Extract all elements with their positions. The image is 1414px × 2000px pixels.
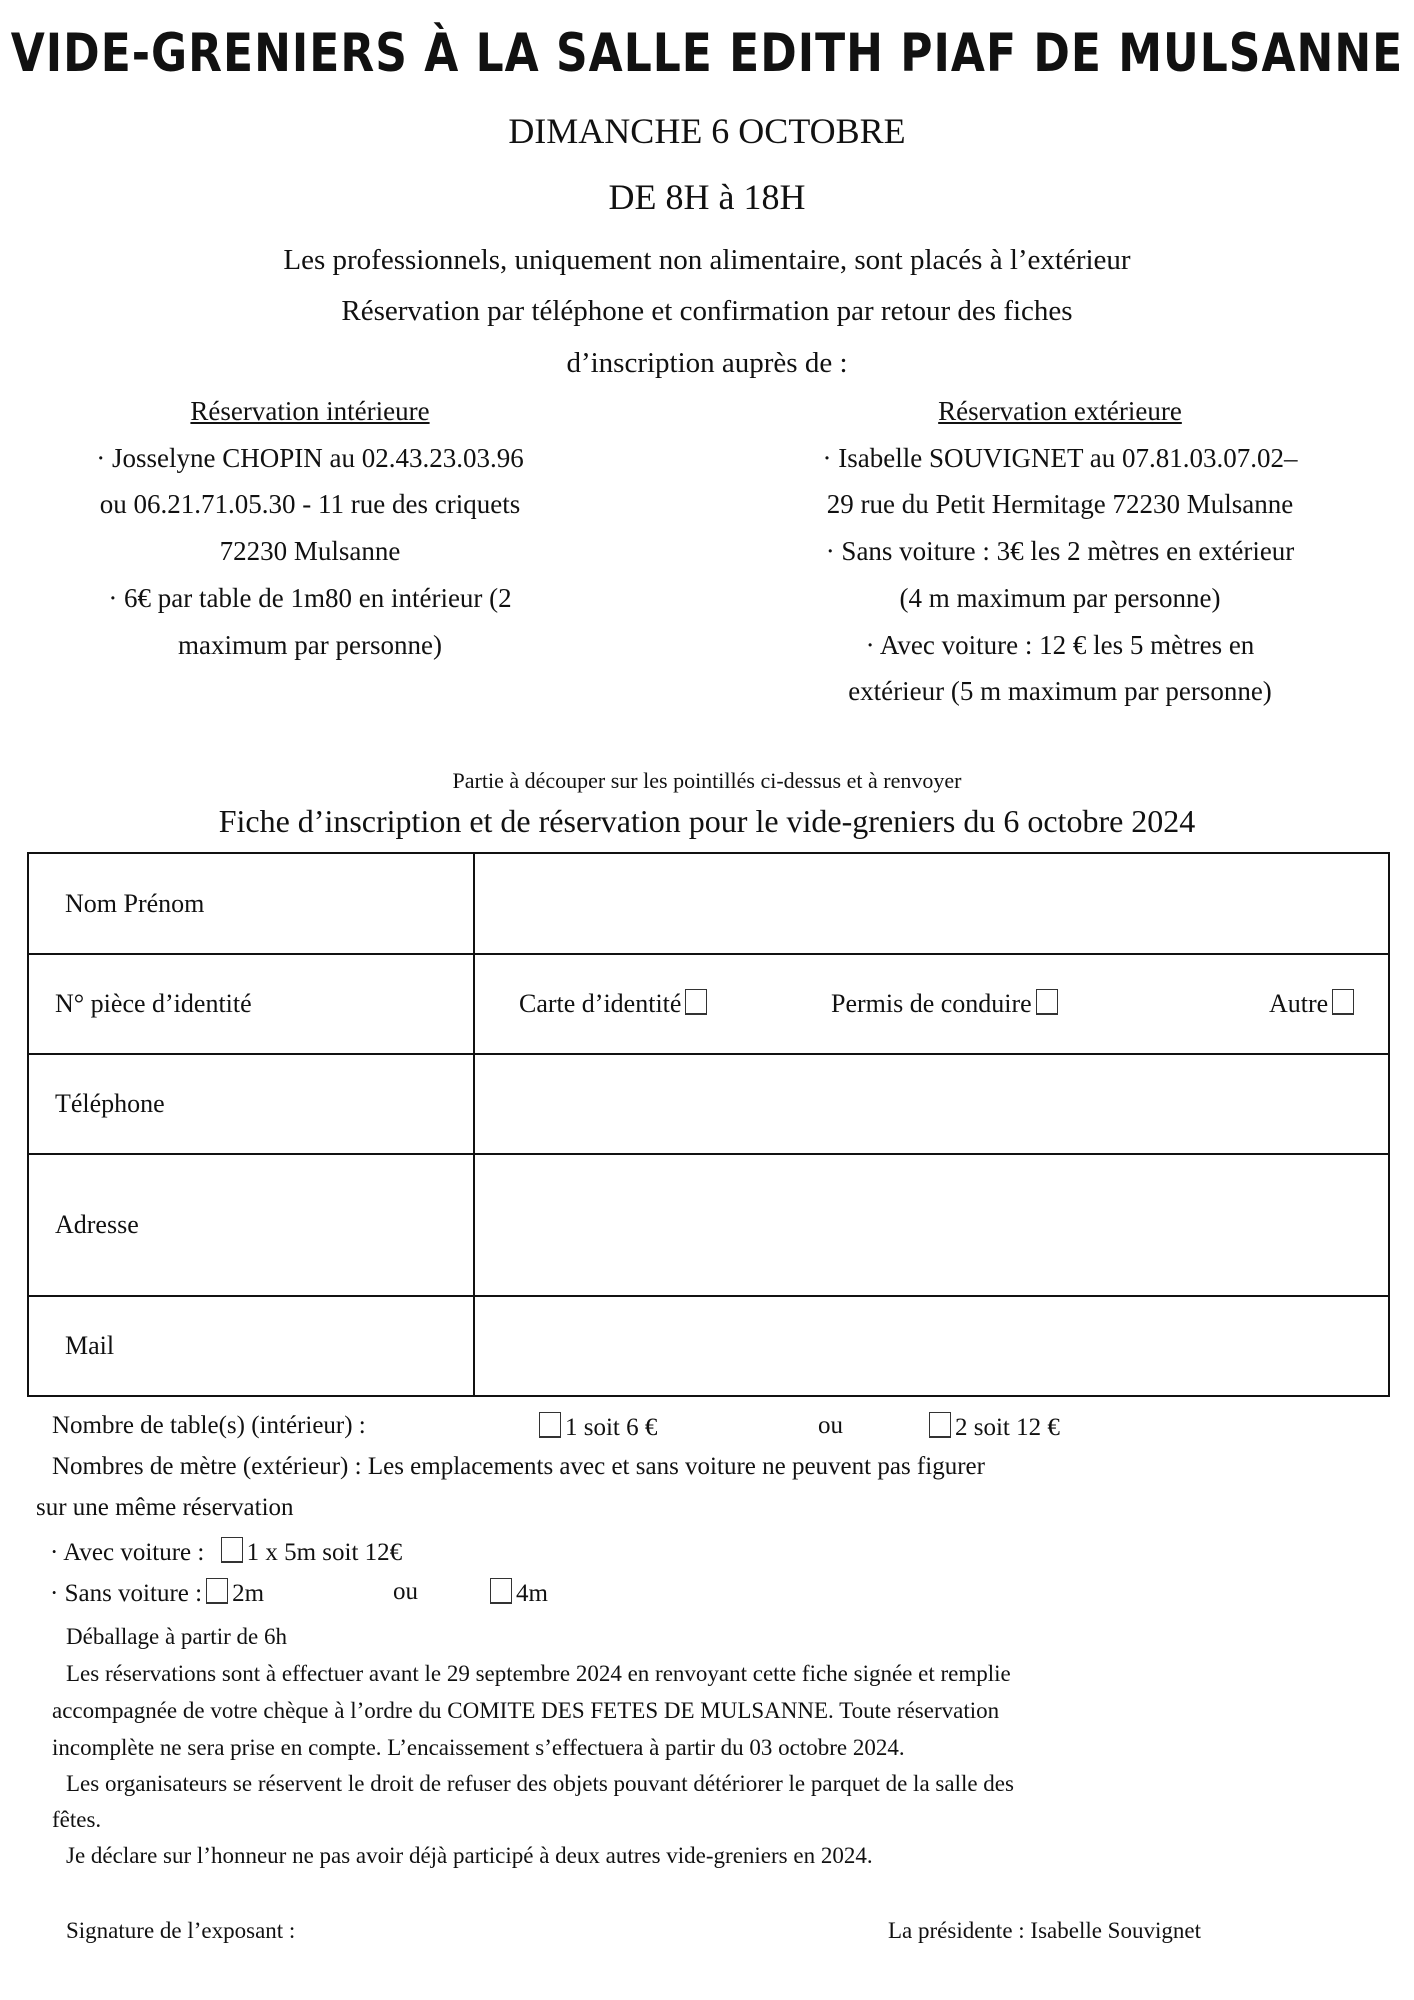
metres-line: Nombres de mètre (extérieur) : Les emplacements avec et sans voiture ne peuvent pas figurer bbox=[52, 1453, 985, 1480]
price-line: maximum par personne) bbox=[178, 629, 442, 660]
telephone-field[interactable] bbox=[474, 1054, 1389, 1154]
option-autre[interactable] bbox=[1269, 989, 1358, 1019]
reservation-interieure-heading: Réservation intérieure bbox=[190, 396, 430, 426]
checkbox-icon[interactable] bbox=[1332, 989, 1354, 1015]
adresse-label: Adresse bbox=[28, 1154, 474, 1296]
price-line: (4 m maximum par personne) bbox=[899, 582, 1221, 613]
registration-form bbox=[27, 852, 1390, 1397]
avec-voiture-label: · Avec voiture : bbox=[50, 1539, 205, 1566]
tables-option-2-label: 2 soit 12 € bbox=[955, 1414, 1060, 1441]
nom-field[interactable] bbox=[474, 853, 1389, 954]
option-permis[interactable] bbox=[831, 989, 1062, 1019]
intro-line: d’inscription auprès de : bbox=[566, 347, 848, 379]
signature-presidente: La présidente : Isabelle Souvignet bbox=[888, 1918, 1201, 1943]
nom-label: Nom Prénom bbox=[28, 853, 474, 954]
checkbox-icon[interactable] bbox=[685, 989, 707, 1015]
event-hours: DE 8H à 18H bbox=[608, 177, 806, 217]
form-title: Fiche d’inscription et de réservation pour le vide-greniers du 6 octobre 2024 bbox=[218, 803, 1196, 839]
page-title: VIDE-GRENIERS À LA SALLE EDITH PIAF DE MULSANNE bbox=[10, 22, 1404, 85]
form-row-piece bbox=[28, 954, 1389, 1054]
form-row-mail bbox=[28, 1296, 1389, 1396]
tables-label: Nombre de table(s) (intérieur) : bbox=[52, 1412, 366, 1439]
autre-label: Autre bbox=[1269, 989, 1329, 1018]
checkbox-icon[interactable] bbox=[539, 1412, 561, 1438]
signature-exposant: Signature de l’exposant : bbox=[66, 1918, 296, 1943]
option-carte-identite[interactable] bbox=[519, 989, 711, 1019]
declaration: Je déclare sur l’honneur ne pas avoir déjà participé à deux autres vide-greniers en 2024. bbox=[66, 1843, 873, 1868]
sans-voiture-option-4m: 4m bbox=[516, 1580, 548, 1607]
piece-label: N° pièce d’identité bbox=[28, 954, 474, 1054]
price-line: · Sans voiture : 3€ les 2 mètres en extérieur bbox=[825, 536, 1295, 567]
tables-or: ou bbox=[818, 1412, 843, 1439]
contact-line: ou 06.21.71.05.30 - 11 rue des criquets bbox=[99, 489, 521, 520]
form-row-telephone bbox=[28, 1054, 1389, 1154]
reservation-exterieure bbox=[700, 388, 1414, 715]
sans-voiture-or: ou bbox=[393, 1578, 418, 1605]
mail-label: Mail bbox=[28, 1296, 474, 1396]
avec-voiture-option: 1 x 5m soit 12€ bbox=[246, 1539, 403, 1566]
sans-voiture-option-2m: 2m bbox=[232, 1580, 265, 1607]
metres-line: sur une même réservation bbox=[36, 1494, 294, 1521]
sans-voiture-label: · Sans voiture : bbox=[50, 1580, 203, 1607]
contact-line: 72230 Mulsanne bbox=[219, 536, 401, 567]
checkbox-icon[interactable] bbox=[929, 1412, 951, 1438]
reservation-note: accompagnée de votre chèque à l’ordre du COMITE DES FETES DE MULSANNE. Toute réservation bbox=[52, 1698, 1000, 1723]
checkbox-icon[interactable] bbox=[221, 1537, 243, 1563]
contact-line: · Josselyne CHOPIN au 02.43.23.03.96 bbox=[96, 442, 524, 473]
reservation-interieure bbox=[10, 388, 610, 668]
carte-identite-label: Carte d’identité bbox=[519, 989, 682, 1018]
form-row-adresse bbox=[28, 1154, 1389, 1296]
checkbox-icon[interactable] bbox=[1036, 989, 1058, 1015]
intro-line: Les professionnels, uniquement non alimentaire, sont placés à l’extérieur bbox=[283, 244, 1131, 276]
telephone-label: Téléphone bbox=[28, 1054, 474, 1154]
reservation-note: Les réservations sont à effectuer avant le 29 septembre 2024 en renvoyant cette fiche signée et remplie bbox=[66, 1661, 1011, 1686]
organisateurs-note: fêtes. bbox=[52, 1807, 102, 1832]
contact-line: 29 rue du Petit Hermitage 72230 Mulsanne bbox=[826, 489, 1294, 520]
avec-voiture bbox=[50, 1537, 402, 1567]
piece-field bbox=[474, 954, 1389, 1054]
sans-voiture-4m[interactable] bbox=[486, 1578, 548, 1608]
checkbox-icon[interactable] bbox=[490, 1578, 512, 1604]
checkbox-icon[interactable] bbox=[206, 1578, 228, 1604]
permis-label: Permis de conduire bbox=[831, 989, 1032, 1018]
price-line: · Avec voiture : 12 € les 5 mètres en bbox=[865, 629, 1255, 660]
organisateurs-note: Les organisateurs se réservent le droit de refuser des objets pouvant détériorer le parquet de la salle des bbox=[66, 1771, 1014, 1796]
cut-note: Partie à découper sur les pointillés ci-dessus et à renvoyer bbox=[452, 768, 962, 793]
adresse-field[interactable] bbox=[474, 1154, 1389, 1296]
intro-line: Réservation par téléphone et confirmation par retour des fiches bbox=[341, 295, 1073, 327]
event-date: DIMANCHE 6 OCTOBRE bbox=[508, 111, 906, 151]
tables-option-1[interactable] bbox=[535, 1412, 657, 1442]
tables-option-2[interactable] bbox=[925, 1412, 1060, 1442]
price-line: · 6€ par table de 1m80 en intérieur (2 bbox=[108, 582, 512, 613]
deballage-note: Déballage à partir de 6h bbox=[66, 1624, 287, 1649]
price-line: extérieur (5 m maximum par personne) bbox=[848, 676, 1272, 707]
reservation-note: incomplète ne sera prise en compte. L’encaissement s’effectuera à partir du 03 octobre 2024. bbox=[52, 1735, 905, 1760]
form-row-nom bbox=[28, 853, 1389, 954]
reservation-exterieure-heading: Réservation extérieure bbox=[938, 396, 1182, 426]
tables-option-1-label: 1 soit 6 € bbox=[565, 1414, 658, 1441]
mail-field[interactable] bbox=[474, 1296, 1389, 1396]
sans-voiture bbox=[50, 1578, 264, 1608]
contact-line: · Isabelle SOUVIGNET au 07.81.03.07.02– bbox=[822, 442, 1298, 473]
